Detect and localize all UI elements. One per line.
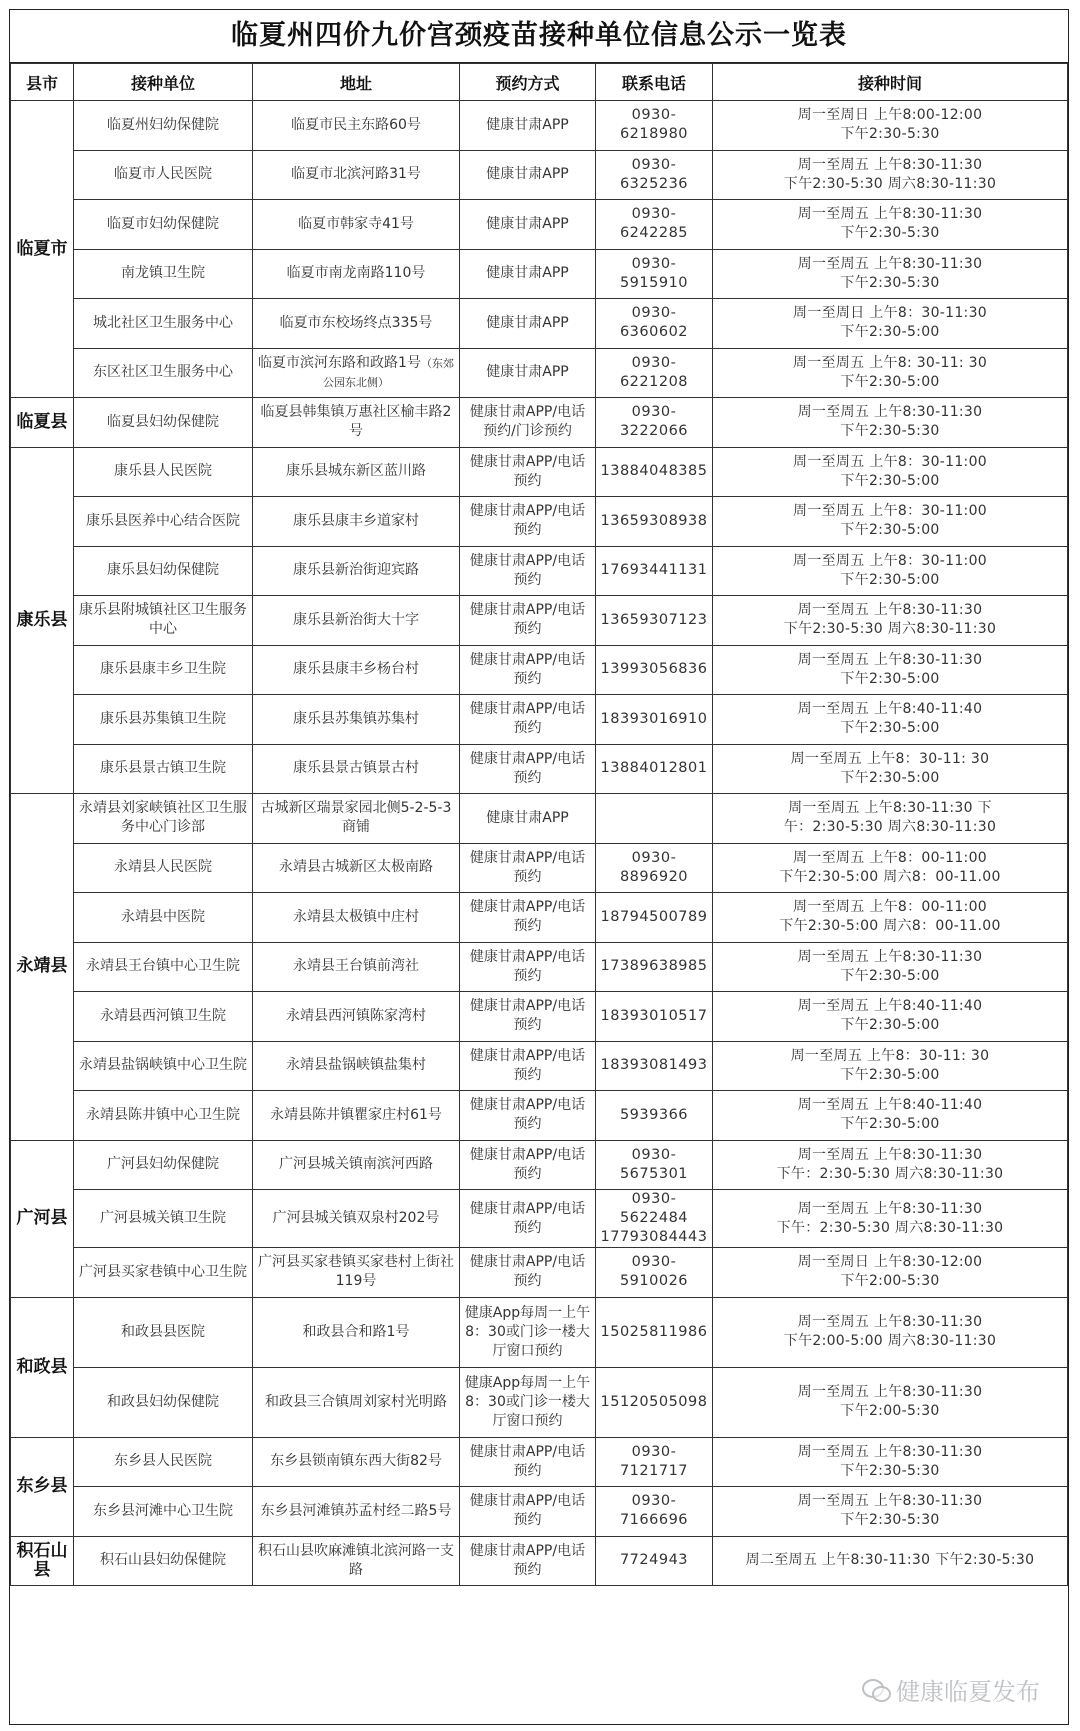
table-row: [11, 1367, 1068, 1437]
address-cell: [253, 200, 460, 250]
address-cell: [253, 249, 460, 299]
header-vaccination-time: 接种时间: [713, 64, 1068, 101]
booking-method-cell: 健康甘肃APP: [460, 794, 596, 844]
unit-cell: 康乐县妇幼保健院: [74, 546, 253, 596]
table-row: [11, 695, 1068, 745]
address-text: 积石山县吹麻滩镇北滨河路一支路: [258, 1542, 454, 1578]
phone-cell: 0930-5622484 17793084443: [596, 1190, 713, 1248]
address-cell: [253, 1248, 460, 1298]
time-line: 下午2:30-5:00: [840, 769, 940, 786]
address-text: 康乐县新治街迎宾路: [293, 562, 419, 579]
time-line: 周一至周日 上午8:30-12:00: [797, 1254, 983, 1271]
address-text: 临夏市滨河东路和政路1号: [258, 354, 421, 371]
address-cell: [253, 150, 460, 200]
time-line: 周一至周五 上午8：30-11:00: [793, 552, 987, 569]
address-text: 永靖县盐锅峡镇盐集村: [286, 1057, 426, 1074]
table-row: [11, 150, 1068, 200]
county-cell: 康乐县: [11, 447, 74, 794]
time-line: 下午2:30-5:00 周六8：00-11.00: [779, 918, 1001, 935]
time-line: 下午2:00-5:00 周六8:30-11:30: [783, 1333, 997, 1349]
vaccination-time-cell: [713, 843, 1068, 893]
header-unit: 接种单位: [74, 64, 253, 101]
time-line: 周一至周五 上午8:30-11:30: [797, 404, 983, 421]
booking-method-cell: 健康App每周一上午8：30或门诊一楼大厅窗口预约: [460, 1297, 596, 1367]
table-row: [11, 447, 1068, 497]
booking-method-cell: 健康甘肃APP/电话预约: [460, 1536, 596, 1586]
unit-cell: 康乐县景古镇卫生院: [74, 744, 253, 794]
phone-cell: 0930-7166696: [596, 1487, 713, 1537]
vaccination-time-cell: [713, 1367, 1068, 1437]
table-row: [11, 942, 1068, 992]
address-text: 临夏市东校场终点335号: [279, 314, 433, 331]
address-text: 永靖县西河镇陈家湾村: [286, 1007, 426, 1024]
time-line: 周一至周五 上午8:30-11:30: [797, 1443, 983, 1460]
time-line: 周一至周五 上午8: 30-11: 30: [792, 354, 988, 371]
address-text: 永靖县古城新区太极南路: [279, 859, 433, 876]
table-row: [11, 348, 1068, 398]
booking-method-cell: 健康甘肃APP: [460, 101, 596, 151]
vaccination-time-cell: [713, 497, 1068, 547]
address-cell: [253, 992, 460, 1042]
time-line: 下午2:30-5:00 周六8：00-11.00: [779, 868, 1001, 885]
phone-cell: 0930-5915910: [596, 249, 713, 299]
table-row: [11, 1140, 1068, 1190]
time-line: 周一至周五 上午8:30-11:30: [797, 1314, 983, 1330]
vaccination-time-cell: [713, 299, 1068, 349]
address-text: 永靖县太极镇中庄村: [293, 908, 419, 925]
time-line: 下午2:30-5:00: [840, 324, 940, 341]
booking-method-cell: 健康甘肃APP: [460, 150, 596, 200]
time-line: 周一至周日 上午8:00-12:00: [797, 107, 983, 124]
booking-method-cell: 健康甘肃APP/电话预约: [460, 1091, 596, 1141]
table-row: [11, 1536, 1068, 1586]
table-row: [11, 200, 1068, 250]
time-line: 周一至周五 上午8：30-11:00: [793, 503, 987, 520]
address-cell: [253, 101, 460, 151]
address-text: 古城新区瑞景家园北侧5-2-5-3商铺: [260, 800, 452, 836]
phone-cell: 13659308938: [596, 497, 713, 547]
table-row: [11, 1487, 1068, 1537]
address-text: 广河县城关镇双泉村202号: [272, 1210, 440, 1226]
time-line: 下午2:30-5:30: [840, 274, 940, 291]
vaccination-time-cell: [713, 1041, 1068, 1091]
time-line: 周一至周五 上午8:30-11:30: [797, 156, 983, 173]
vaccination-time-cell: [713, 1248, 1068, 1298]
booking-method-cell: 健康甘肃APP/电话预约: [460, 596, 596, 646]
unit-cell: 永靖县盐锅峡镇中心卫生院: [74, 1041, 253, 1091]
address-cell: [253, 398, 460, 448]
address-text: 临夏市南龙南路110号: [286, 265, 426, 282]
table-row: [11, 843, 1068, 893]
phone-cell: 0930-7121717: [596, 1437, 713, 1487]
time-line: 周一至周五 上午8:30-11:30: [797, 206, 983, 223]
phone-cell: 0930-6242285: [596, 200, 713, 250]
unit-cell: 康乐县人民医院: [74, 447, 253, 497]
vaccination-time-cell: [713, 992, 1068, 1042]
phone-cell: 17389638985: [596, 942, 713, 992]
county-cell: 永靖县: [11, 794, 74, 1141]
address-cell: [253, 744, 460, 794]
unit-cell: 临夏州妇幼保健院: [74, 101, 253, 151]
phone-cell: 17693441131: [596, 546, 713, 596]
phone-cell: 0930-3222066: [596, 398, 713, 448]
unit-cell: 积石山县妇幼保健院: [74, 1536, 253, 1586]
unit-cell: 永靖县人民医院: [74, 843, 253, 893]
unit-cell: 永靖县陈井镇中心卫生院: [74, 1091, 253, 1141]
phone-cell: 0930-8896920: [596, 843, 713, 893]
address-text: 永靖县王台镇前湾社: [293, 958, 419, 975]
vaccination-time-cell: [713, 249, 1068, 299]
vaccination-time-cell: [713, 596, 1068, 646]
vaccination-time-cell: [713, 794, 1068, 844]
address-text: 康乐县城东新区蓝川路: [286, 463, 426, 480]
address-cell: [253, 348, 460, 398]
time-line: 周一至周五 上午8:30-11:30: [797, 1146, 983, 1163]
phone-cell: 7724943: [596, 1536, 713, 1586]
time-line: 下午2:30-5:00: [840, 571, 940, 588]
unit-cell: 广河县妇幼保健院: [74, 1140, 253, 1190]
time-line: 下午2:30-5:30: [840, 126, 940, 143]
county-cell: 临夏县: [11, 398, 74, 448]
address-cell: [253, 893, 460, 943]
address-cell: [253, 546, 460, 596]
time-line: 下午2:30-5:00: [840, 1066, 940, 1083]
vaccination-time-cell: [713, 893, 1068, 943]
booking-method-cell: 健康App每周一上午8：30或门诊一楼大厅窗口预约: [460, 1367, 596, 1437]
address-cell: [253, 497, 460, 547]
address-text: 东乡县河滩镇苏孟村经二路5号: [260, 1502, 452, 1519]
unit-cell: 康乐县医养中心结合医院: [74, 497, 253, 547]
time-line: 下午2:30-5:30: [840, 423, 940, 440]
phone-cell: 0930-5675301: [596, 1140, 713, 1190]
table-row: [11, 1297, 1068, 1367]
vaccination-time-cell: [713, 150, 1068, 200]
table-row: [11, 1248, 1068, 1298]
unit-cell: 广河县城关镇卫生院: [74, 1190, 253, 1248]
unit-cell: 临夏市妇幼保健院: [74, 200, 253, 250]
booking-method-cell: 健康甘肃APP/电话预约: [460, 645, 596, 695]
unit-cell: 康乐县苏集镇卫生院: [74, 695, 253, 745]
phone-cell: 18794500789: [596, 893, 713, 943]
phone-cell: 0930-6325236: [596, 150, 713, 200]
address-cell: [253, 1297, 460, 1367]
county-cell: 和政县: [11, 1297, 74, 1437]
time-line: 周一至周五 上午8：30-11:00: [793, 453, 987, 470]
address-text: 康乐县康丰乡道家村: [293, 512, 419, 529]
unit-cell: 临夏市人民医院: [74, 150, 253, 200]
vaccination-time-cell: [713, 1091, 1068, 1141]
booking-method-cell: 健康甘肃APP/电话预约: [460, 1487, 596, 1537]
address-text: 广河县城关镇南滨河西路: [279, 1156, 433, 1173]
phone-cell: 13659307123: [596, 596, 713, 646]
booking-method-cell: 健康甘肃APP: [460, 249, 596, 299]
table-row: [11, 1190, 1068, 1248]
table-row: [11, 1091, 1068, 1141]
unit-cell: 永靖县刘家峡镇社区卫生服务中心门诊部: [74, 794, 253, 844]
unit-cell: 南龙镇卫生院: [74, 249, 253, 299]
booking-method-cell: 健康甘肃APP/电话预约/门诊预约: [460, 398, 596, 448]
table-row: [11, 596, 1068, 646]
address-text: 临夏县韩集镇万惠社区榆丰路2号: [260, 404, 452, 440]
table-row: [11, 744, 1068, 794]
unit-cell: 临夏县妇幼保健院: [74, 398, 253, 448]
address-cell: [253, 645, 460, 695]
time-line: 下午2:00-5:30: [840, 1273, 940, 1290]
notice-document: [9, 9, 1069, 1725]
table-row: [11, 1041, 1068, 1091]
booking-method-cell: 健康甘肃APP/电话预约: [460, 843, 596, 893]
time-line: 周二至周五 上午8:30-11:30 下午2:30-5:30: [745, 1552, 1035, 1569]
address-cell: [253, 1190, 460, 1248]
phone-cell: 0930-6218980: [596, 101, 713, 151]
time-line: 周一至周五 上午8:40-11:40: [797, 701, 983, 718]
address-text: 临夏市北滨河路31号: [291, 166, 421, 183]
booking-method-cell: 健康甘肃APP/电话预约: [460, 1140, 596, 1190]
address-text: 康乐县康丰乡杨台村: [293, 661, 419, 678]
vaccination-time-cell: [713, 645, 1068, 695]
time-line: 周一至周五 上午8:30-11:30: [797, 651, 983, 668]
address-cell: [253, 596, 460, 646]
unit-cell: 东区社区卫生服务中心: [74, 348, 253, 398]
vaccination-time-cell: [713, 348, 1068, 398]
table-row: [11, 1437, 1068, 1487]
phone-cell: 0930-5910026: [596, 1248, 713, 1298]
address-cell: [253, 1487, 460, 1537]
vaccination-time-cell: [713, 101, 1068, 151]
vaccination-time-cell: [713, 1437, 1068, 1487]
table-row: [11, 546, 1068, 596]
unit-cell: 广河县买家巷镇中心卫生院: [74, 1248, 253, 1298]
address-cell: [253, 843, 460, 893]
time-line: 下午2:30-5:30: [840, 1512, 940, 1529]
table-row: [11, 497, 1068, 547]
time-line: 下午2:30-5:00: [840, 472, 940, 489]
phone-cell: 5939366: [596, 1091, 713, 1141]
address-cell: [253, 299, 460, 349]
address-text: 和政县三合镇周刘家村光明路: [265, 1393, 447, 1410]
time-line: 下午2:30-5:00: [840, 720, 940, 737]
unit-cell: 东乡县河滩中心卫生院: [74, 1487, 253, 1537]
table-row: [11, 398, 1068, 448]
address-cell: [253, 794, 460, 844]
booking-method-cell: 健康甘肃APP/电话预约: [460, 893, 596, 943]
address-text: 和政县合和路1号: [302, 1323, 410, 1340]
unit-cell: 康乐县附城镇社区卫生服务中心: [74, 596, 253, 646]
phone-cell: 18393081493: [596, 1041, 713, 1091]
booking-method-cell: 健康甘肃APP/电话预约: [460, 497, 596, 547]
document-title: 临夏州四价九价宫颈疫苗接种单位信息公示一览表: [10, 10, 1068, 63]
address-cell: [253, 1437, 460, 1487]
address-text: 康乐县苏集镇苏集村: [293, 710, 419, 727]
vaccination-time-cell: [713, 695, 1068, 745]
time-line: 下午2:00-5:30: [840, 1403, 940, 1419]
time-line: 周一至周五 上午8:30-11:30: [797, 1493, 983, 1510]
phone-cell: 15025811986: [596, 1297, 713, 1367]
time-line: 周一至周五 上午8:30-11:30 下: [788, 800, 992, 817]
address-cell: [253, 1140, 460, 1190]
time-line: 周一至周五 上午8：00-11:00: [793, 849, 987, 866]
time-line: 下午2:30-5:00: [840, 522, 940, 539]
address-cell: [253, 695, 460, 745]
booking-method-cell: 健康甘肃APP/电话预约: [460, 992, 596, 1042]
table-row: [11, 992, 1068, 1042]
vaccination-time-cell: [713, 447, 1068, 497]
booking-method-cell: 健康甘肃APP/电话预约: [460, 546, 596, 596]
address-text: 永靖县陈井镇瞿家庄村61号: [270, 1106, 442, 1123]
phone-cell: 13884012801: [596, 744, 713, 794]
unit-cell: 和政县县医院: [74, 1297, 253, 1367]
unit-cell: 东乡县人民医院: [74, 1437, 253, 1487]
booking-method-cell: 健康甘肃APP: [460, 348, 596, 398]
booking-method-cell: 健康甘肃APP/电话预约: [460, 695, 596, 745]
time-line: 下午2:30-5:00: [840, 1017, 940, 1034]
vaccination-time-cell: [713, 942, 1068, 992]
time-line: 周一至周五 上午8：30-11: 30: [790, 1047, 990, 1064]
phone-cell: 13884048385: [596, 447, 713, 497]
vaccination-time-cell: [713, 1536, 1068, 1586]
time-line: 下午2:30-5:30 周六8:30-11:30: [783, 621, 997, 638]
table-row: [11, 299, 1068, 349]
time-line: 周一至周五 上午8:30-11:30: [797, 602, 983, 619]
unit-cell: 永靖县中医院: [74, 893, 253, 943]
time-line: 周一至周五 上午8:30-11:30: [797, 1384, 983, 1400]
address-text: 东乡县锁南镇东西大街82号: [270, 1453, 442, 1470]
phone-cell: 0930-6221208: [596, 348, 713, 398]
time-line: 周一至周五 上午8:30-11:30: [797, 255, 983, 272]
table-body: [11, 101, 1068, 1586]
time-line: 周一至周五 上午8：30-11: 30: [790, 750, 990, 767]
booking-method-cell: 健康甘肃APP/电话预约: [460, 1248, 596, 1298]
table-row: [11, 893, 1068, 943]
unit-cell: 城北社区卫生服务中心: [74, 299, 253, 349]
header-phone: 联系电话: [596, 64, 713, 101]
address-text: 临夏市韩家寺41号: [298, 215, 414, 232]
time-line: 午：2:30-5:30 周六8:30-11:30: [783, 819, 997, 836]
phone-cell: 13993056836: [596, 645, 713, 695]
vaccination-time-cell: [713, 398, 1068, 448]
watermark-text: 健康临夏发布: [896, 1678, 1040, 1706]
header-address: 地址: [253, 64, 460, 101]
county-cell: 广河县: [11, 1140, 74, 1297]
time-line: 周一至周日 上午8：30-11:30: [793, 305, 987, 322]
booking-method-cell: 健康甘肃APP/电话预约: [460, 447, 596, 497]
phone-cell: 15120505098: [596, 1367, 713, 1437]
vaccination-time-cell: [713, 1297, 1068, 1367]
time-line: 下午2:30-5:30: [840, 1462, 940, 1479]
address-text: 康乐县新治街大十字: [293, 611, 419, 628]
header-county: 县市: [11, 64, 74, 101]
booking-method-cell: 健康甘肃APP/电话预约: [460, 1041, 596, 1091]
table-header-row: [11, 64, 1068, 101]
unit-cell: 康乐县康丰乡卫生院: [74, 645, 253, 695]
table-row: [11, 645, 1068, 695]
time-line: 周一至周五 上午8:40-11:40: [797, 1097, 983, 1114]
booking-method-cell: 健康甘肃APP/电话预约: [460, 744, 596, 794]
time-line: 下午2:30-5:00: [840, 373, 940, 390]
phone-cell: 18393010517: [596, 992, 713, 1042]
address-cell: [253, 942, 460, 992]
time-line: 下午2:30-5:00: [840, 1116, 940, 1133]
phone-cell: 0930-6360602: [596, 299, 713, 349]
time-line: 周一至周五 上午8:30-11:30: [797, 1200, 983, 1217]
address-text: 康乐县景古镇景古村: [293, 760, 419, 777]
booking-method-cell: 健康甘肃APP: [460, 299, 596, 349]
booking-method-cell: 健康甘肃APP/电话预约: [460, 1437, 596, 1487]
vaccination-time-cell: [713, 546, 1068, 596]
address-cell: [253, 1091, 460, 1141]
unit-cell: 永靖县西河镇卫生院: [74, 992, 253, 1042]
table-row: [11, 249, 1068, 299]
vaccination-time-cell: [713, 1190, 1068, 1248]
address-note: （东郊公园东北侧）: [323, 356, 454, 389]
time-line: 下午2:30-5:00: [840, 670, 940, 687]
time-line: 下午：2:30-5:30 周六8:30-11:30: [776, 1165, 1004, 1182]
phone-cell: [596, 794, 713, 844]
phone-cell: 18393016910: [596, 695, 713, 745]
booking-method-cell: 健康甘肃APP: [460, 200, 596, 250]
booking-method-cell: 健康甘肃APP/电话预约: [460, 942, 596, 992]
booking-method-cell: 健康甘肃APP/电话预约: [460, 1190, 596, 1248]
unit-cell: 和政县妇幼保健院: [74, 1367, 253, 1437]
time-line: 下午：2:30-5:30 周六8:30-11:30: [776, 1219, 1004, 1236]
county-cell: 临夏市: [11, 101, 74, 398]
header-booking-method: 预约方式: [460, 64, 596, 101]
vaccination-time-cell: [713, 1140, 1068, 1190]
time-line: 下午2:30-5:30 周六8:30-11:30: [783, 175, 997, 192]
county-cell: 积石山县: [11, 1536, 74, 1586]
vaccination-units-table: [10, 63, 1068, 1586]
time-line: 下午2:30-5:00: [840, 967, 940, 984]
table-row: [11, 101, 1068, 151]
time-line: 周一至周五 上午8：00-11:00: [793, 899, 987, 916]
address-cell: [253, 1536, 460, 1586]
address-text: 临夏市民主东路60号: [291, 116, 421, 133]
address-cell: [253, 1041, 460, 1091]
time-line: 周一至周五 上午8:30-11:30: [797, 948, 983, 965]
time-line: 周一至周五 上午8:40-11:40: [797, 998, 983, 1015]
unit-cell: 永靖县王台镇中心卫生院: [74, 942, 253, 992]
vaccination-time-cell: [713, 200, 1068, 250]
vaccination-time-cell: [713, 744, 1068, 794]
address-text: 广河县买家巷镇买家巷村上街社119号: [258, 1254, 454, 1290]
vaccination-time-cell: [713, 1487, 1068, 1537]
time-line: 下午2:30-5:30: [840, 225, 940, 242]
table-row: [11, 794, 1068, 844]
address-cell: [253, 447, 460, 497]
address-cell: [253, 1367, 460, 1437]
county-cell: 东乡县: [11, 1437, 74, 1536]
